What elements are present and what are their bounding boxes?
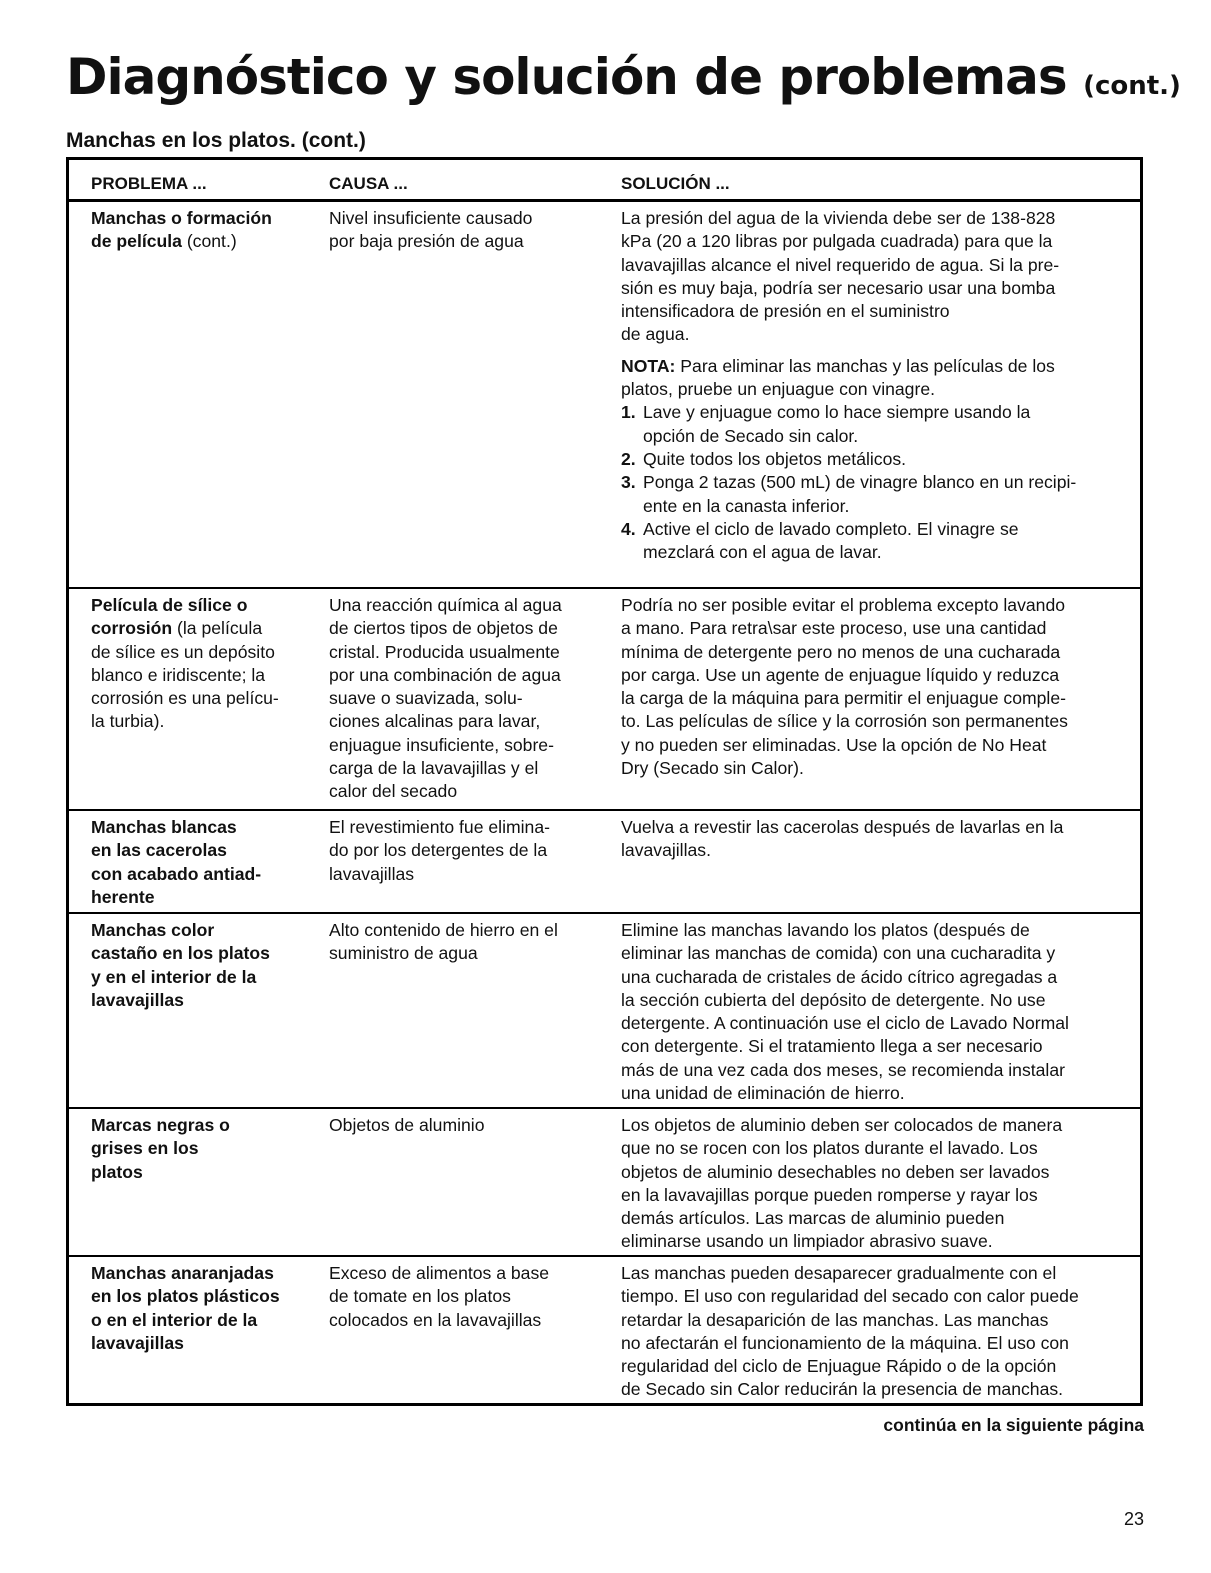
solution-text: por carga. Use un agente de enjuague líquido y reduzca	[621, 664, 1060, 685]
page-title-suffix: (cont.)	[1083, 71, 1181, 101]
note-label: NOTA:	[621, 355, 676, 376]
header-cause: CAUSA ...	[329, 174, 408, 193]
solution-text: Las manchas pueden desaparecer gradualmente con el	[621, 1263, 1057, 1283]
cause-cell	[329, 1262, 607, 1332]
table-header	[69, 160, 1140, 202]
solution-text: regularidad del ciclo de Enjuague Rápido o de la opción	[621, 1356, 1057, 1377]
solution-text: mínima de detergente pero no menos de una cucharada	[621, 641, 1061, 662]
solution-text: Podría no ser posible evitar el problema excepto lavando	[621, 595, 1066, 615]
page-title	[66, 50, 1181, 105]
solution-text: en la lavavajillas porque pueden romperse y rayar los	[621, 1184, 1038, 1205]
solution-cell	[621, 1114, 1141, 1254]
problem-text: platos	[91, 1161, 143, 1182]
solution-cell	[621, 816, 1141, 863]
cause-text: ciones alcalinas para lavar,	[329, 711, 541, 732]
cause-text: por baja presión de agua	[329, 231, 524, 252]
cause-text: Objetos de aluminio	[329, 1115, 485, 1135]
list-text: Active el ciclo de lavado completo. El vinagre se	[643, 518, 1019, 539]
solution-text: la carga de la máquina para permitir el enjuague comple-	[621, 688, 1066, 709]
table-row	[69, 589, 1140, 811]
cause-text: Alto contenido de hierro en el	[329, 920, 558, 940]
solution-text: tiempo. El uso con regularidad del secado con calor puede	[621, 1286, 1079, 1307]
cause-text: carga de la lavavajillas y el	[329, 758, 539, 779]
table-row	[69, 914, 1140, 1109]
solution-text: eliminar las manchas de comida) con una cucharadita y	[621, 943, 1056, 964]
cause-text: por una combinación de agua	[329, 664, 561, 685]
solution-text: sión es muy baja, podría ser necesario usar una bomba	[621, 277, 1056, 298]
cause-text: lavavajillas	[329, 863, 415, 884]
list-number: 3.	[621, 472, 636, 493]
problem-cell	[91, 1114, 326, 1184]
troubleshooting-table	[66, 157, 1143, 1406]
solution-cell	[621, 594, 1141, 780]
solution-text: retardar la desaparición de las manchas. Las manchas	[621, 1309, 1049, 1330]
solution-text: a mano. Para retra\sar este proceso, use una cantidad	[621, 618, 1047, 639]
problem-detail: corrosión es una pelícu-	[91, 688, 279, 709]
list-text: opción de Secado sin calor.	[643, 425, 859, 446]
problem-text: con acabado antiad-	[91, 863, 262, 884]
solution-text: de agua.	[621, 324, 690, 345]
list-text: Quite todos los objetos metálicos.	[643, 448, 907, 469]
problem-cell	[91, 594, 326, 734]
list-text: Lave y enjuague como lo hace siempre usando la	[643, 402, 1031, 423]
solution-text: objetos de aluminio desechables no deben ser lavados	[621, 1161, 1050, 1182]
cause-text: do por los detergentes de la	[329, 840, 548, 861]
list-text: ente en la canasta inferior.	[643, 495, 850, 516]
solution-cell	[621, 1262, 1141, 1402]
problem-text: Película de sílice o	[91, 595, 248, 615]
cause-text: de ciertos tipos de objetos de	[329, 618, 558, 639]
problem-cell	[91, 919, 326, 1012]
problem-text: Manchas o formación	[91, 208, 272, 228]
continued-note: continúa en la siguiente página	[883, 1415, 1144, 1435]
solution-text: intensificadora de presión en el suministro	[621, 301, 950, 322]
problem-text: Manchas blancas	[91, 817, 237, 837]
problem-detail: (la película	[172, 618, 263, 639]
problem-text: Manchas anaranjadas	[91, 1263, 274, 1283]
cause-text: suministro de agua	[329, 943, 478, 964]
list-item	[621, 448, 1141, 471]
problem-cell	[91, 207, 326, 254]
problem-cell	[91, 816, 326, 909]
problem-text: y en el interior de la	[91, 966, 257, 987]
problem-text: herente	[91, 886, 155, 907]
cause-text: cristal. Producida usualmente	[329, 641, 560, 662]
problem-suffix: (cont.)	[181, 231, 237, 252]
cause-text: colocados en la lavavajillas	[329, 1309, 542, 1330]
list-text: Ponga 2 tazas (500 mL) de vinagre blanco en un recipi-	[643, 472, 1077, 493]
solution-text: la sección cubierta del depósito de detergente. No use	[621, 989, 1046, 1010]
cause-text: enjuague insuficiente, sobre-	[329, 734, 554, 755]
list-number: 2.	[621, 448, 636, 469]
problem-text: lavavajillas	[91, 1332, 184, 1353]
note-text: Para eliminar las manchas y las películas de los	[680, 355, 1055, 376]
cause-cell	[329, 207, 607, 254]
solution-text: to. Las películas de sílice y la corrosión son permanentes	[621, 711, 1068, 732]
solution-text: Los objetos de aluminio deben ser colocados de manera	[621, 1115, 1063, 1135]
header-solution: SOLUCIÓN ...	[621, 174, 730, 193]
problem-text: corrosión	[91, 618, 173, 639]
problem-text: de película	[91, 231, 182, 252]
list-item	[621, 471, 1141, 518]
solution-text: detergente. A continuación use el ciclo de Lavado Normal	[621, 1013, 1069, 1034]
note-block	[621, 355, 1141, 565]
list-text: mezclará con el agua de lavar.	[643, 542, 882, 563]
table-row	[69, 1109, 1140, 1257]
cause-text: Nivel insuficiente causado	[329, 208, 533, 228]
problem-cell	[91, 1262, 326, 1355]
list-item	[621, 401, 1141, 448]
solution-text: una cucharada de cristales de ácido cítrico agregadas a	[621, 966, 1058, 987]
solution-text: eliminarse usando un limpiador abrasivo suave.	[621, 1231, 993, 1252]
problem-detail: la turbia).	[91, 711, 165, 732]
problem-detail: blanco e iridiscente; la	[91, 664, 266, 685]
solution-cell	[621, 919, 1141, 1105]
solution-text: y no pueden ser eliminadas. Use la opción de No Heat	[621, 734, 1047, 755]
solution-cell	[621, 207, 1141, 564]
table-row	[69, 1257, 1140, 1405]
solution-text: Dry (Secado sin Calor).	[621, 758, 804, 779]
cause-text: de tomate en los platos	[329, 1286, 511, 1307]
solution-text: más de una vez cada dos meses, se recomienda instalar	[621, 1059, 1065, 1080]
cause-cell	[329, 594, 607, 804]
section-title: Manchas en los platos. (cont.)	[66, 129, 366, 152]
problem-text: grises en los	[91, 1138, 199, 1159]
problem-text: Marcas negras o	[91, 1115, 230, 1135]
list-number: 4.	[621, 518, 636, 539]
solution-text: kPa (20 a 120 libras por pulgada cuadrada) para que la	[621, 231, 1053, 252]
cause-text: suave o suavizada, solu-	[329, 688, 523, 709]
problem-text: castaño en los platos	[91, 943, 270, 964]
list-number: 1.	[621, 402, 636, 423]
solution-text: Elimine las manchas lavando los platos (después de	[621, 920, 1030, 940]
cause-text: Una reacción química al agua	[329, 595, 562, 615]
solution-text: lavavajillas.	[621, 840, 711, 861]
problem-text: lavavajillas	[91, 989, 184, 1010]
list-item	[621, 518, 1141, 565]
table-row	[69, 811, 1140, 914]
solution-text: que no se rocen con los platos durante el lavado. Los	[621, 1138, 1038, 1159]
problem-text: o en el interior de la	[91, 1309, 258, 1330]
cause-cell	[329, 919, 607, 966]
cause-cell	[329, 1114, 607, 1137]
cause-text: El revestimiento fue elimina-	[329, 817, 550, 837]
problem-text: en las cacerolas	[91, 840, 227, 861]
cause-text: Exceso de alimentos a base	[329, 1263, 550, 1283]
problem-text: en los platos plásticos	[91, 1286, 280, 1307]
note-text: platos, pruebe un enjuague con vinagre.	[621, 379, 935, 400]
header-problem: PROBLEMA ...	[91, 174, 207, 193]
solution-text: lavavajillas alcance el nivel requerido de agua. Si la pre-	[621, 254, 1060, 275]
solution-text: no afectarán el funcionamiento de la máquina. El uso con	[621, 1332, 1069, 1353]
page-title-text: Diagnóstico y solución de problemas	[66, 48, 1067, 106]
cause-text: calor del secado	[329, 781, 458, 802]
solution-text: una unidad de eliminación de hierro.	[621, 1083, 905, 1104]
problem-text: Manchas color	[91, 920, 215, 940]
table-row	[69, 202, 1140, 589]
solution-text: con detergente. Si el tratamiento llega a ser necesario	[621, 1036, 1043, 1057]
solution-text: de Secado sin Calor reducirán la presencia de manchas.	[621, 1379, 1064, 1400]
solution-text: Vuelva a revestir las cacerolas después de lavarlas en la	[621, 817, 1064, 837]
solution-text: La presión del agua de la vivienda debe ser de 138-828	[621, 208, 1056, 228]
cause-cell	[329, 816, 607, 886]
page-number: 23	[1123, 1509, 1144, 1529]
problem-detail: de sílice es un depósito	[91, 641, 275, 662]
solution-text: demás artículos. Las marcas de aluminio pueden	[621, 1208, 1005, 1229]
